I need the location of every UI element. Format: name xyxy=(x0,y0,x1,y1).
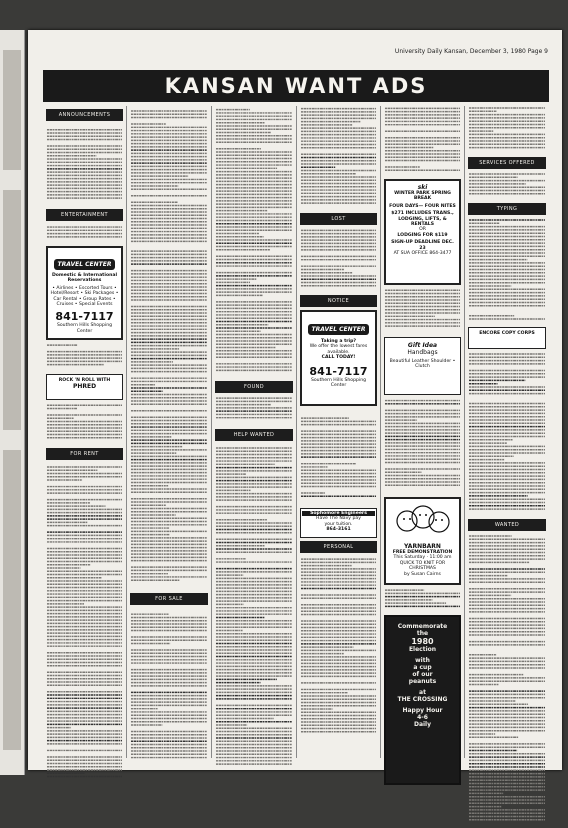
text-block xyxy=(300,409,377,501)
newspaper-page xyxy=(28,30,562,770)
ad-line: Daily xyxy=(413,721,432,728)
ad-footer: AT SUA OFFICE 864-3477 xyxy=(393,251,452,257)
section-header-found: FOUND xyxy=(215,381,293,393)
column-6 xyxy=(465,106,549,758)
text-block xyxy=(468,534,546,824)
ad-line: THE CROSSING xyxy=(397,696,448,703)
travel-center-logo: TRAVEL CENTER xyxy=(50,251,119,270)
ad-line: We offer the lowest fares available. xyxy=(309,344,368,355)
section-header-help-wanted: HELP WANTED xyxy=(215,429,293,441)
ad-line: at xyxy=(419,689,426,696)
section-header-notice: NOTICE xyxy=(300,295,377,307)
text-block xyxy=(46,403,123,441)
ad-ski-winter-park xyxy=(384,179,461,285)
text-block xyxy=(130,608,208,760)
text-block xyxy=(384,588,461,608)
ad-gift-idea xyxy=(384,337,461,395)
ad-line: Reservations xyxy=(67,278,102,284)
text-block xyxy=(215,106,293,374)
ad-line: with xyxy=(415,657,430,664)
text-block xyxy=(468,218,546,320)
ad-line: 4-6 xyxy=(417,714,428,721)
ad-title: YARNBARN xyxy=(404,543,441,550)
text-block xyxy=(46,463,123,781)
ad-address: Southern Hills Shopping Center xyxy=(310,377,367,389)
text-block xyxy=(300,556,377,736)
section-header-announcements: ANNOUNCEMENTS xyxy=(46,109,123,121)
ad-line: a cup xyxy=(413,664,432,671)
previous-page-edge xyxy=(0,30,25,775)
ad-title: ENCORE COPY CORPS xyxy=(479,331,535,336)
ad-line: by Susan Cairns xyxy=(404,571,441,577)
ad-deadline: SIGN-UP DEADLINE DEC. 23 xyxy=(391,240,454,251)
text-block xyxy=(46,343,123,367)
section-header-wanted: WANTED xyxy=(468,519,546,531)
ad-sophomore-engineers xyxy=(300,508,377,538)
ad-line: Domestic & International xyxy=(51,273,118,278)
ad-services-list: • Airlines • Escorted Tours • Hotel/Resort • Ski Packages • Car Rental • Group Rates • Cruises • Special Events xyxy=(50,285,119,308)
ad-title: WINTER PARK SPRING BREAK xyxy=(394,191,451,202)
ad-line: Election xyxy=(408,646,437,653)
ad-line: QUICK TO KNIT FOR CHRISTMAS xyxy=(399,560,446,572)
column-2 xyxy=(127,106,212,758)
ad-line: peanuts xyxy=(408,678,437,685)
text-block xyxy=(468,352,546,512)
ad-line: OR xyxy=(419,227,426,233)
ad-title: Sophomore Engineers xyxy=(302,511,375,516)
text-block xyxy=(215,396,293,422)
ad-price: $271 INCLUDES TRANS., LODGING, LIFTS, & RENTALS xyxy=(391,211,454,228)
ad-line: Commemorate xyxy=(397,623,448,630)
ad-rock-roll xyxy=(46,374,123,400)
ad-line: PHRED xyxy=(72,383,97,391)
ad-line: your tuition. xyxy=(324,521,353,527)
section-header-for-sale: FOR SALE xyxy=(130,593,208,605)
ad-phone: 841-7117 xyxy=(309,364,368,378)
column-4 xyxy=(297,106,381,758)
section-header-entertainment: ENTERTAINMENT xyxy=(46,209,123,221)
ad-encore-copy xyxy=(468,327,546,349)
text-block xyxy=(300,106,377,206)
column-3 xyxy=(212,106,297,758)
ad-line: Beautiful Leather Shoulder • Clutch xyxy=(389,359,456,370)
ski-logo: ski xyxy=(417,184,428,191)
text-block xyxy=(130,106,208,586)
text-block xyxy=(46,225,123,239)
ad-phone: 864-3161 xyxy=(326,527,351,533)
text-block xyxy=(300,228,377,288)
ad-line: 1980 xyxy=(411,637,434,646)
text-block xyxy=(468,106,546,150)
ad-line: ROCK 'N ROLL WITH xyxy=(58,378,111,383)
ad-title: Gift Idea xyxy=(407,342,438,349)
page-title: KANSAN WANT ADS xyxy=(43,70,549,102)
section-header-services-offered: SERVICES OFFERED xyxy=(468,157,546,169)
ad-line: Taking a trip? xyxy=(320,339,357,344)
column-5 xyxy=(381,106,465,758)
ad-address: Southern Hills Shopping Center xyxy=(56,323,113,334)
text-block xyxy=(384,106,461,172)
ad-line: FOUR DAYS— FOUR NITES xyxy=(389,203,456,209)
ad-line: LODGING FOR $119 xyxy=(397,232,448,238)
section-header-lost: LOST xyxy=(300,213,377,225)
ad-line: of our xyxy=(412,671,433,678)
text-block xyxy=(384,398,461,490)
section-header-typing: TYPING xyxy=(468,203,546,215)
section-header-for-rent: FOR RENT xyxy=(46,448,123,460)
ad-line: This Saturday · 11:00 am xyxy=(393,555,452,561)
ad-yarnbarn xyxy=(384,497,461,585)
ad-travel-center-2 xyxy=(300,310,377,406)
ad-line: Happy Hour xyxy=(402,707,443,714)
text-block xyxy=(46,124,123,202)
text-block xyxy=(215,444,293,768)
ad-line: the xyxy=(416,630,429,637)
ad-the-crossing xyxy=(384,615,461,785)
ad-line: FREE DEMONSTRATION xyxy=(392,550,453,555)
text-block xyxy=(384,288,461,330)
ad-phone: 841-7117 xyxy=(55,310,114,324)
yarn-balls-illustration xyxy=(393,503,453,539)
text-block xyxy=(468,172,546,196)
travel-center-logo: TRAVEL CENTER xyxy=(304,316,373,335)
column-1 xyxy=(43,106,127,758)
ad-line: Handbags xyxy=(407,349,438,356)
section-header-personal: PERSONAL xyxy=(300,541,377,553)
running-head: University Daily Kansan, December 3, 1980 Page 9 xyxy=(394,48,548,55)
ad-line: Have The Navy pay xyxy=(316,516,361,522)
ad-line: CALL TODAY! xyxy=(321,355,356,361)
ad-travel-center xyxy=(46,246,123,340)
